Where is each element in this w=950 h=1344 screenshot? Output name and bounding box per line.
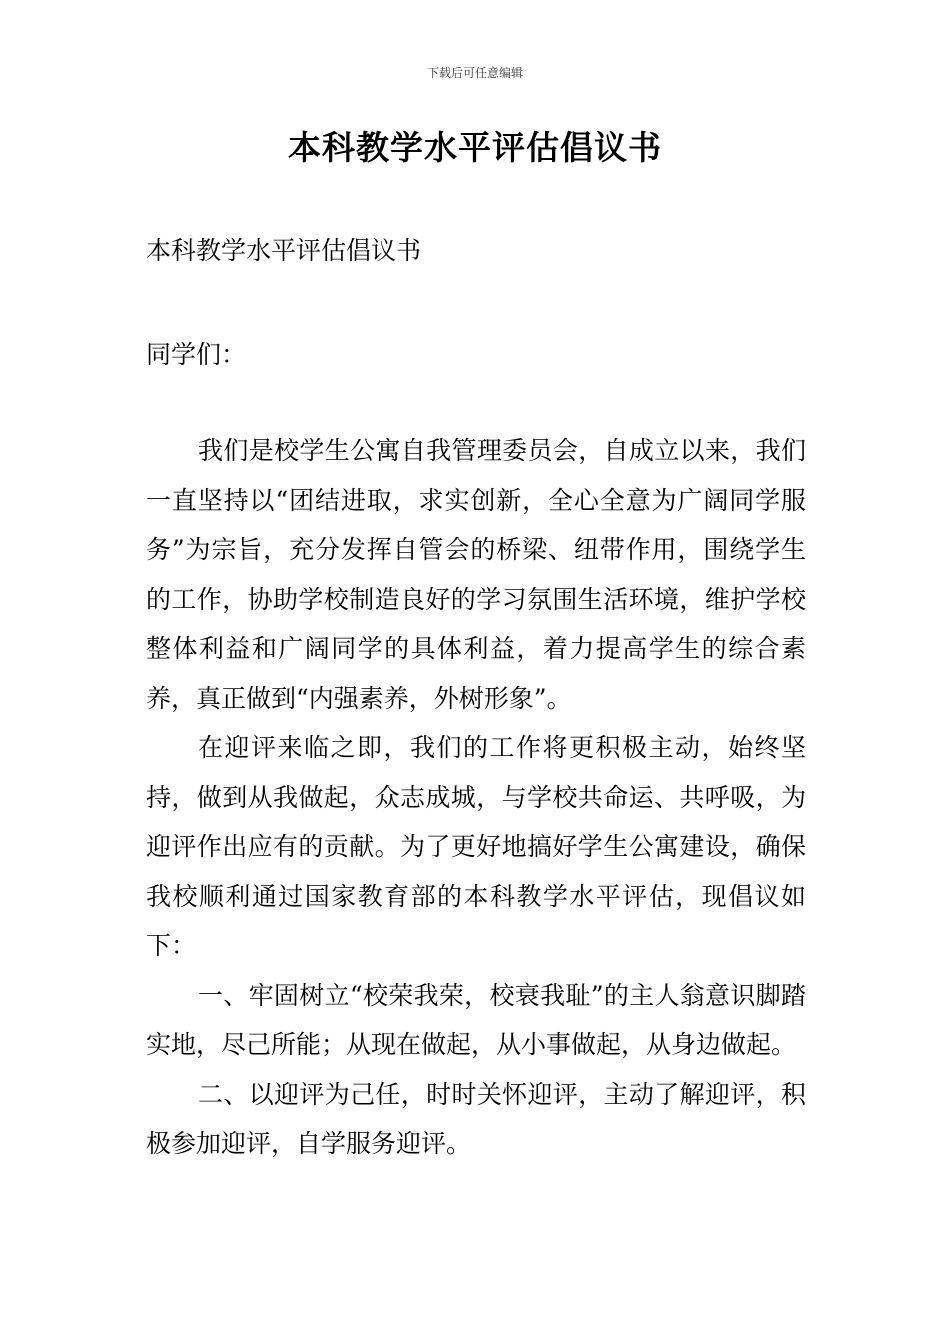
paragraph-item-1: 一、牢固树立“校荣我荣，校衰我耻”的主人翁意识脚踏实地，尽己所能；从现在做起，从小事做起，从身边做起。 [146,980,806,1059]
document-title: 本科教学水平评估倡议书 [288,128,662,167]
document-subtitle: 本科教学水平评估倡议书 [146,236,422,265]
paragraph-item-2: 二、以迎评为己任，时时关怀迎评，主动了解迎评，积极参加迎评，自学服务迎评。 [146,1079,806,1158]
body-paragraphs [146,426,806,1169]
greeting: 同学们： [146,340,247,369]
header-note: 下载后可任意编辑 [426,66,523,80]
paragraph-intro: 我们是校学生公寓自我管理委员会，自成立以来，我们一直坚持以“团结进取，求实创新，全心全意为广阔同学服务”为宗旨，充分发挥自管会的桥梁、纽带作用，围绕学生的工作，协助学校制造良好的学习氛围生活环境，维护学校整体利益和广阔同学的具体利益，着力提高学生的综合素养，真正做到“内强素养，外树形象”。 [146,436,806,713]
paragraph-proposal: 在迎评来临之即，我们的工作将更积极主动，始终坚持，做到从我做起，众志成城，与学校共命运、共呼吸，为迎评作出应有的贡献。为了更好地搞好学生公寓建设，确保我校顺利通过国家教育部的本科教学水平评估，现倡议如下： [146,733,806,960]
